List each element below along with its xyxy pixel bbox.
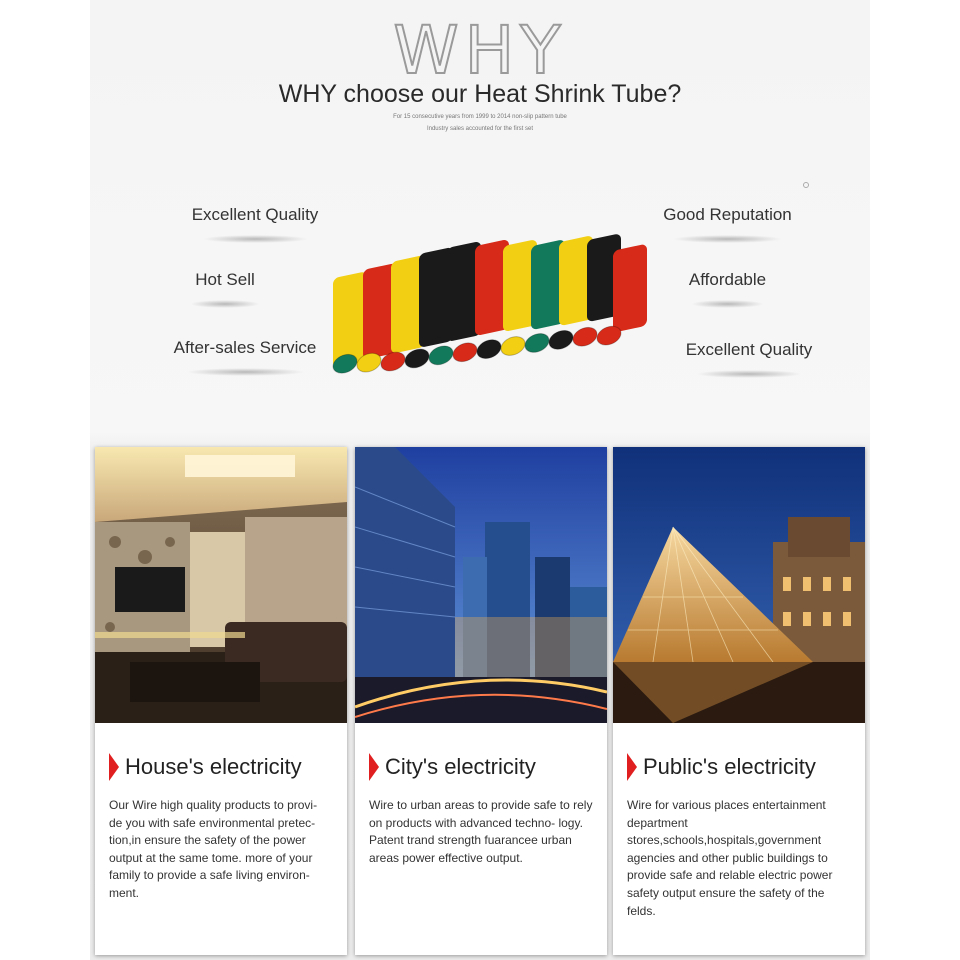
living-room-photo [95, 447, 347, 723]
card-title-text: House's electricity [125, 754, 302, 779]
card-title-text: Public's electricity [643, 754, 816, 779]
card-city-title [369, 753, 536, 781]
card-city-description: Wire to urban areas to provide safe to rely on products with advanced techno- logy. Patent trand strength fuarancee urban areas power effective output. [369, 798, 593, 865]
feature-left-1: Excellent Quality [180, 205, 330, 243]
card-house [95, 447, 347, 955]
subtitle-line-2: Industry sales accounted for the first set [426, 126, 534, 132]
red-flag-icon [369, 753, 379, 781]
card-public-description: Wire for various places entertainment department stores,schools,hospitals,government agencies and other public buildings to provide safe and relable electric power safety output ensure the safety of the felds. [627, 798, 833, 918]
red-flag-icon [627, 753, 637, 781]
card-title-text: City's electricity [385, 754, 536, 779]
card-house-title [109, 753, 302, 781]
card-house-description: Our Wire high quality products to provi- de you with safe environmental pretec- tion,in ensure the safety of the power output at the same tome. more of your family to provide a safe living environ- ment. [109, 798, 318, 900]
subtitle-line-1: For 15 consecutive years from 1999 to 2014 non-slip pattern tube [393, 114, 567, 120]
card-public [613, 447, 865, 955]
louvre-pyramid-photo [613, 447, 865, 723]
decor-dot [803, 182, 809, 188]
card-city [355, 447, 607, 955]
city-skyline-photo [355, 447, 607, 723]
card-public-title [627, 753, 816, 781]
red-flag-icon [109, 753, 119, 781]
feature-left-2: Hot Sell [175, 270, 275, 308]
feature-right-1: Good Reputation [650, 205, 805, 243]
feature-right-2: Affordable [675, 270, 780, 308]
feature-left-3: After-sales Service [160, 338, 330, 376]
why-outline-heading: WHY [393, 12, 567, 89]
feature-right-3: Excellent Quality [673, 340, 825, 378]
page-title: WHY choose our Heat Shrink Tube? [278, 80, 682, 108]
heat-shrink-tubes-image [325, 200, 655, 390]
